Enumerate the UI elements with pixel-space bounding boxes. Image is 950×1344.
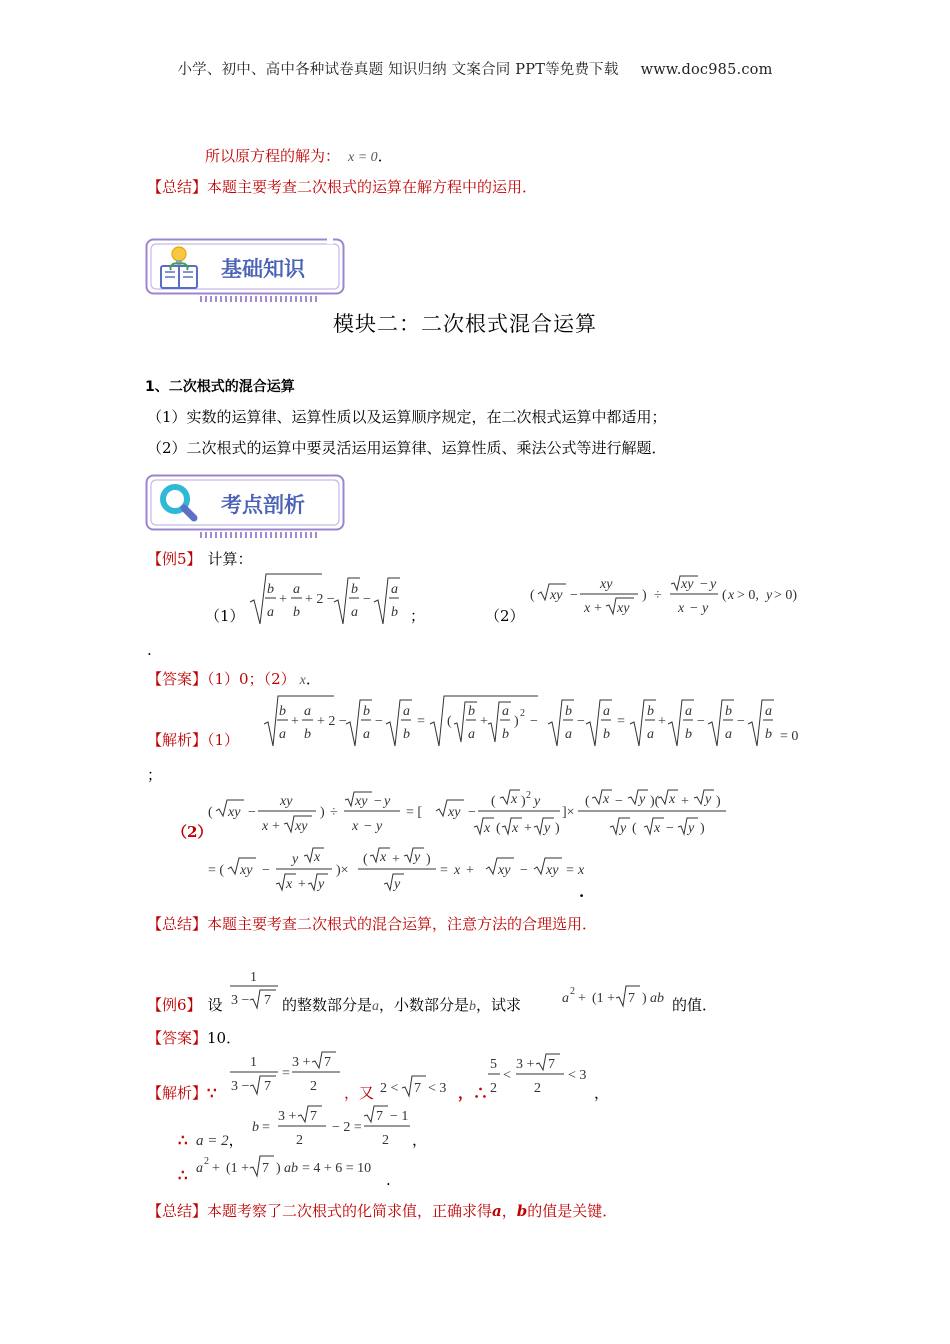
svg-text:1: 1 <box>250 970 257 985</box>
svg-text:+: + <box>272 819 280 834</box>
ex6-analysis-ineq <box>378 1072 458 1100</box>
ex5-answer-math: x <box>299 673 306 688</box>
svg-text:y: y <box>766 588 773 603</box>
svg-text:y: y <box>710 577 717 592</box>
svg-text:a: a <box>565 727 572 742</box>
ex6-value: 的值． <box>672 996 718 1014</box>
svg-text:a: a <box>279 727 286 742</box>
svg-text:−: − <box>530 714 538 729</box>
ex6-answer-text: 10． <box>207 1029 242 1047</box>
svg-text:−: − <box>666 821 674 836</box>
svg-text:3 +: 3 + <box>278 1109 297 1124</box>
svg-text:x: x <box>511 792 518 807</box>
svg-text:−: − <box>520 863 528 878</box>
svg-text:y: y <box>318 877 325 892</box>
svg-text:x: x <box>678 601 685 616</box>
svg-text:(: ( <box>208 805 213 820</box>
svg-text:xy: xy <box>600 577 613 592</box>
svg-text:x: x <box>669 792 676 807</box>
svg-text:+: + <box>298 877 306 892</box>
svg-text:−: − <box>700 577 708 592</box>
ex6-title-line <box>147 995 223 1015</box>
svg-text:= [: = [ <box>406 805 423 820</box>
svg-text:ab: ab <box>284 1161 298 1176</box>
svg-text:a: a <box>196 1161 203 1176</box>
svg-text:+ 2 −: + 2 − <box>317 714 347 729</box>
ex6-analysis-b-eq <box>250 1104 415 1150</box>
ex6-expression <box>560 980 670 1010</box>
svg-text:xy: xy <box>681 577 694 592</box>
svg-text:x: x <box>454 863 461 878</box>
ex5-analysis-2-formula-a <box>208 784 728 846</box>
svg-text:a: a <box>403 704 410 719</box>
ex6-fraction <box>228 966 280 1012</box>
ex6-answer-tag: 【答案】 <box>147 1029 208 1047</box>
svg-text:(: ( <box>530 588 535 603</box>
svg-text:ab: ab <box>650 991 664 1006</box>
svg-text:a: a <box>502 704 509 719</box>
svg-text:a: a <box>304 704 311 719</box>
ex5-summary-text: 本题主要考查二次根式的混合运算，注意方法的合理选用． <box>207 915 598 933</box>
ex5-analysis-part2-label: （2） <box>172 823 213 841</box>
svg-text:): ) <box>555 821 560 836</box>
svg-text:a: a <box>363 727 370 742</box>
banner-basic-knowledge-label: 基础知识 <box>221 257 305 281</box>
svg-text:+: + <box>466 863 474 878</box>
svg-text:xy: xy <box>617 601 630 616</box>
svg-text:a: a <box>391 582 398 597</box>
svg-text:+: + <box>392 852 400 867</box>
svg-text:x: x <box>512 821 519 836</box>
ex5-part2-label: （2） <box>485 607 525 625</box>
svg-text:y: y <box>688 821 695 836</box>
svg-text:xy: xy <box>280 794 293 809</box>
svg-text:+: + <box>279 592 287 607</box>
svg-text:b: b <box>351 582 358 597</box>
svg-text:x: x <box>484 821 491 836</box>
ex6-b: b <box>469 999 477 1014</box>
svg-text:1: 1 <box>250 1055 257 1070</box>
prev-summary-line <box>147 177 537 197</box>
svg-text:b: b <box>647 704 654 719</box>
svg-text:(: ( <box>491 794 496 809</box>
knowledge-item-1: （1）实数的运算律、运算性质以及运算顺序规定，在二次根式运算中都适用； <box>147 408 667 426</box>
ex6-final-eq <box>194 1150 390 1180</box>
ex6-summary-b: b <box>516 1202 528 1220</box>
svg-text:xy: xy <box>295 819 308 834</box>
ex5-answer-tag: 【答案】 <box>147 670 208 688</box>
svg-text:b: b <box>252 1120 259 1135</box>
ex5-q1-formula <box>248 572 408 628</box>
ex5-dot: . <box>147 641 152 659</box>
svg-text:7: 7 <box>324 1055 331 1070</box>
ex5-analysis-line <box>147 730 239 750</box>
ex6-answer-line <box>147 1028 241 1048</box>
svg-text:3 −: 3 − <box>231 993 250 1008</box>
svg-text:3 +: 3 + <box>292 1055 311 1070</box>
svg-text:a: a <box>267 605 274 620</box>
svg-text:−: − <box>262 863 270 878</box>
svg-text:(: ( <box>447 714 452 729</box>
ex5-analysis-semicolon: ； <box>147 766 163 784</box>
svg-text:b: b <box>293 605 300 620</box>
svg-text:−: − <box>737 714 745 729</box>
svg-text:): ) <box>642 991 647 1006</box>
svg-text:)×: )× <box>336 863 349 878</box>
svg-text:2: 2 <box>534 1081 541 1096</box>
svg-text:b: b <box>468 704 475 719</box>
svg-text:7: 7 <box>414 1081 421 1096</box>
svg-text:b: b <box>403 727 410 742</box>
ex6-int-part: 的整数部分是 <box>282 996 373 1014</box>
ex5-analysis-part1: （1） <box>207 731 240 749</box>
svg-text:=: = <box>566 863 574 878</box>
svg-text:+: + <box>524 821 532 836</box>
ex6-analysis-eq-2 <box>486 1052 596 1100</box>
svg-text:7: 7 <box>628 991 635 1006</box>
ex6-summary-text-1: 本题考察了二次根式的化简求值，正确求得 <box>207 1202 493 1220</box>
svg-text:): ) <box>320 805 325 820</box>
svg-text:b: b <box>603 727 610 742</box>
svg-text:=: = <box>262 1120 270 1135</box>
ex5-answer-text: （1）0；（2） <box>207 670 296 688</box>
svg-text:+ 2 −: + 2 − <box>305 592 335 607</box>
svg-text:xy: xy <box>550 588 563 603</box>
svg-text:): ) <box>521 794 526 809</box>
svg-text:= 4 + 6 = 10: = 4 + 6 = 10 <box>302 1161 372 1176</box>
svg-text:2: 2 <box>382 1133 389 1148</box>
svg-text:7: 7 <box>310 1109 317 1124</box>
svg-text:b: b <box>502 727 509 742</box>
banner-exam-points <box>145 474 345 540</box>
svg-text:<: < <box>503 1068 511 1083</box>
svg-text:(: ( <box>363 852 368 867</box>
svg-text:x: x <box>286 877 293 892</box>
svg-text:−: − <box>375 714 383 729</box>
svg-text:2: 2 <box>570 986 575 997</box>
svg-text:+: + <box>594 601 602 616</box>
svg-text:3 +: 3 + <box>516 1057 535 1072</box>
ex5-semicolon: ； <box>410 607 426 625</box>
svg-text:−: − <box>248 805 256 820</box>
svg-text:2: 2 <box>204 1156 209 1167</box>
ex6-question-line <box>282 995 521 1017</box>
svg-text:y: y <box>384 794 391 809</box>
ex5-analysis-1-formula <box>262 694 810 750</box>
svg-text:> 0,: > 0, <box>737 588 759 603</box>
svg-text:xy: xy <box>355 794 368 809</box>
svg-text:=: = <box>617 714 625 729</box>
svg-text:(1 +: (1 + <box>592 991 616 1006</box>
magnifier-icon <box>159 483 199 523</box>
ex6-a-eq: a = 2 <box>196 1133 229 1149</box>
svg-text:xy: xy <box>240 863 253 878</box>
svg-text:=: = <box>440 863 448 878</box>
svg-text:−: − <box>577 714 585 729</box>
ex6-summary-tag: 【总结】 <box>147 1202 208 1220</box>
ex6-therefore-1: ，∴ <box>458 1084 489 1102</box>
ex5-title-line <box>147 549 253 569</box>
prev-solution-math: x = 0 <box>348 150 378 165</box>
ex5-q2-formula <box>530 572 810 624</box>
ex5-summary-tag: 【总结】 <box>147 915 208 933</box>
svg-text:+: + <box>212 1161 220 1176</box>
svg-text:a: a <box>725 727 732 742</box>
svg-text:): ) <box>642 588 647 603</box>
svg-text:): ) <box>276 1161 281 1176</box>
svg-text:b: b <box>685 727 692 742</box>
svg-text:= (: = ( <box>208 863 225 878</box>
svg-text:)(: )( <box>650 794 660 809</box>
svg-text:7: 7 <box>264 993 271 1008</box>
ex5-analysis-tag: 【解析】 <box>147 731 208 749</box>
svg-text:a: a <box>603 704 610 719</box>
header-url: www.doc985.com <box>640 62 773 78</box>
svg-text:a: a <box>647 727 654 742</box>
svg-text:a: a <box>685 704 692 719</box>
svg-text:xy: xy <box>448 805 461 820</box>
svg-text:x: x <box>584 601 591 616</box>
ex6-try: ，试求 <box>476 996 522 1014</box>
svg-text:y: y <box>292 852 299 867</box>
svg-text:y: y <box>702 601 709 616</box>
svg-text:= 0: = 0 <box>780 729 799 744</box>
svg-text:(1 +: (1 + <box>226 1161 250 1176</box>
svg-text:): ) <box>426 852 431 867</box>
svg-text:7: 7 <box>376 1109 383 1124</box>
ex6-analysis-tag: 【解析】 <box>147 1084 208 1102</box>
ex5-summary-line <box>147 914 597 934</box>
prev-summary-text: 本题主要考查二次根式的运算在解方程中的运用． <box>207 178 538 196</box>
svg-text:y: y <box>376 819 383 834</box>
svg-text:xy: xy <box>228 805 241 820</box>
svg-text:x: x <box>654 821 661 836</box>
svg-text:b: b <box>279 704 286 719</box>
svg-text:(: ( <box>632 821 637 836</box>
svg-text:x: x <box>578 863 585 878</box>
header-left-text: 小学、初中、高中各种试卷真题 知识归纳 文案合同 PPT等免费下载 <box>177 62 619 78</box>
svg-text:÷: ÷ <box>654 588 662 603</box>
svg-text:< 3: < 3 <box>428 1081 447 1096</box>
ex6-a: a <box>372 999 380 1014</box>
svg-text:b: b <box>391 605 398 620</box>
svg-text:y: y <box>414 850 421 865</box>
svg-text:+: + <box>480 714 488 729</box>
svg-text:a: a <box>765 704 772 719</box>
svg-text:7: 7 <box>264 1079 271 1094</box>
prev-summary-tag: 【总结】 <box>147 178 208 196</box>
svg-text:−: − <box>697 714 705 729</box>
svg-text:xy: xy <box>498 863 511 878</box>
svg-text:(: ( <box>585 794 590 809</box>
ex6-analysis-line <box>147 1083 217 1103</box>
svg-text:): ) <box>716 794 721 809</box>
svg-text:< 3: < 3 <box>568 1068 587 1083</box>
page-header <box>0 58 950 79</box>
svg-text:> 0): > 0) <box>774 588 798 603</box>
svg-text:+: + <box>658 714 666 729</box>
svg-text:): ) <box>514 714 519 729</box>
ex6-tag: 【例6】 <box>147 996 202 1014</box>
lightbulb-book-icon <box>157 244 201 290</box>
svg-text:y: y <box>705 792 712 807</box>
svg-text:a: a <box>351 605 358 620</box>
svg-text:=: = <box>417 714 425 729</box>
banner-basic-knowledge <box>145 238 345 304</box>
svg-text:−: − <box>690 601 698 616</box>
ex6-set: 设 <box>207 996 223 1014</box>
ex6-therefore-3: ∴ <box>178 1166 188 1184</box>
svg-text:2: 2 <box>310 1079 317 1094</box>
ex6-analysis-eq-1 <box>228 1050 346 1098</box>
svg-text:x: x <box>314 850 321 865</box>
prev-solution-line: 所以原方程的解为： x = 0． <box>205 147 393 165</box>
knowledge-heading: 1、二次根式的混合运算 <box>145 379 295 395</box>
module-title: 模块二：二次根式混合运算 <box>333 312 597 336</box>
knowledge-item-2: （2）二次根式的运算中要灵活运用运算律、运算性质、乘法公式等进行解题． <box>147 439 667 457</box>
svg-text:a: a <box>468 727 475 742</box>
svg-text:−: − <box>374 794 382 809</box>
svg-text:xy: xy <box>546 863 559 878</box>
ex5-part1-label: （1） <box>205 607 245 625</box>
svg-text:5: 5 <box>490 1057 497 1072</box>
svg-text:y: y <box>394 877 401 892</box>
svg-text:3 −: 3 − <box>231 1079 250 1094</box>
svg-text:b: b <box>725 704 732 719</box>
svg-text:+: + <box>681 794 689 809</box>
ex6-summary-a: a <box>492 1202 502 1220</box>
svg-text:− 1: − 1 <box>390 1109 409 1124</box>
svg-text:−: − <box>615 794 623 809</box>
ex6-a-eq-line: a = 2， <box>196 1131 244 1149</box>
svg-text:b: b <box>267 582 274 597</box>
svg-text:y: y <box>620 821 627 836</box>
svg-text:−: − <box>364 819 372 834</box>
svg-text:2: 2 <box>490 1081 497 1096</box>
banner-exam-points-label: 考点剖析 <box>221 493 305 517</box>
svg-text:2: 2 <box>520 708 525 719</box>
svg-text:2 <: 2 < <box>380 1081 399 1096</box>
svg-text:x: x <box>352 819 359 834</box>
svg-text:2: 2 <box>526 790 531 801</box>
svg-text:y: y <box>639 792 646 807</box>
svg-text:b: b <box>565 704 572 719</box>
svg-text:+: + <box>578 991 586 1006</box>
svg-text:y: y <box>534 794 541 809</box>
svg-text:(: ( <box>496 821 501 836</box>
svg-text:(: ( <box>722 588 727 603</box>
svg-text:y: y <box>544 821 551 836</box>
svg-text:=: = <box>282 1066 290 1081</box>
ex6-summary-text-2: 的值是关键． <box>527 1202 618 1220</box>
ex6-summary-line: 【总结】本题考察了二次根式的化简求值，正确求得a，b的值是关键． <box>147 1202 618 1220</box>
svg-text:−: − <box>363 592 371 607</box>
svg-text:a: a <box>562 991 569 1006</box>
svg-text:): ) <box>700 821 705 836</box>
svg-text:x: x <box>262 819 269 834</box>
svg-text:+: + <box>291 714 299 729</box>
svg-text:2: 2 <box>296 1133 303 1148</box>
ex6-frac-part: ，小数部分是 <box>379 996 470 1014</box>
ex6-also: ，又 <box>344 1084 375 1102</box>
svg-text:−: − <box>468 805 476 820</box>
svg-text:−: − <box>570 588 578 603</box>
svg-text:]×: ]× <box>562 805 575 820</box>
svg-text:7: 7 <box>548 1057 555 1072</box>
svg-text:b: b <box>363 704 370 719</box>
prev-solution-text: 所以原方程的解为： <box>205 147 341 165</box>
svg-text:x: x <box>728 588 735 603</box>
svg-text:÷: ÷ <box>330 805 338 820</box>
svg-text:b: b <box>304 727 311 742</box>
svg-text:− 2 =: − 2 = <box>332 1120 362 1135</box>
svg-text:b: b <box>765 727 772 742</box>
ex6-therefore-2: ∴ <box>178 1131 188 1149</box>
svg-text:x: x <box>603 792 610 807</box>
svg-text:7: 7 <box>262 1161 269 1176</box>
ex6-because: ∵ <box>207 1084 217 1102</box>
ex5-answer-line: 【答案】（1）0；（2） x． <box>147 670 321 688</box>
ex5-prompt: 计算： <box>207 550 253 568</box>
svg-text:x: x <box>380 850 387 865</box>
svg-text:a: a <box>293 582 300 597</box>
ex5-analysis-2-formula-b <box>208 842 588 898</box>
ex5-tag: 【例5】 <box>147 550 202 568</box>
